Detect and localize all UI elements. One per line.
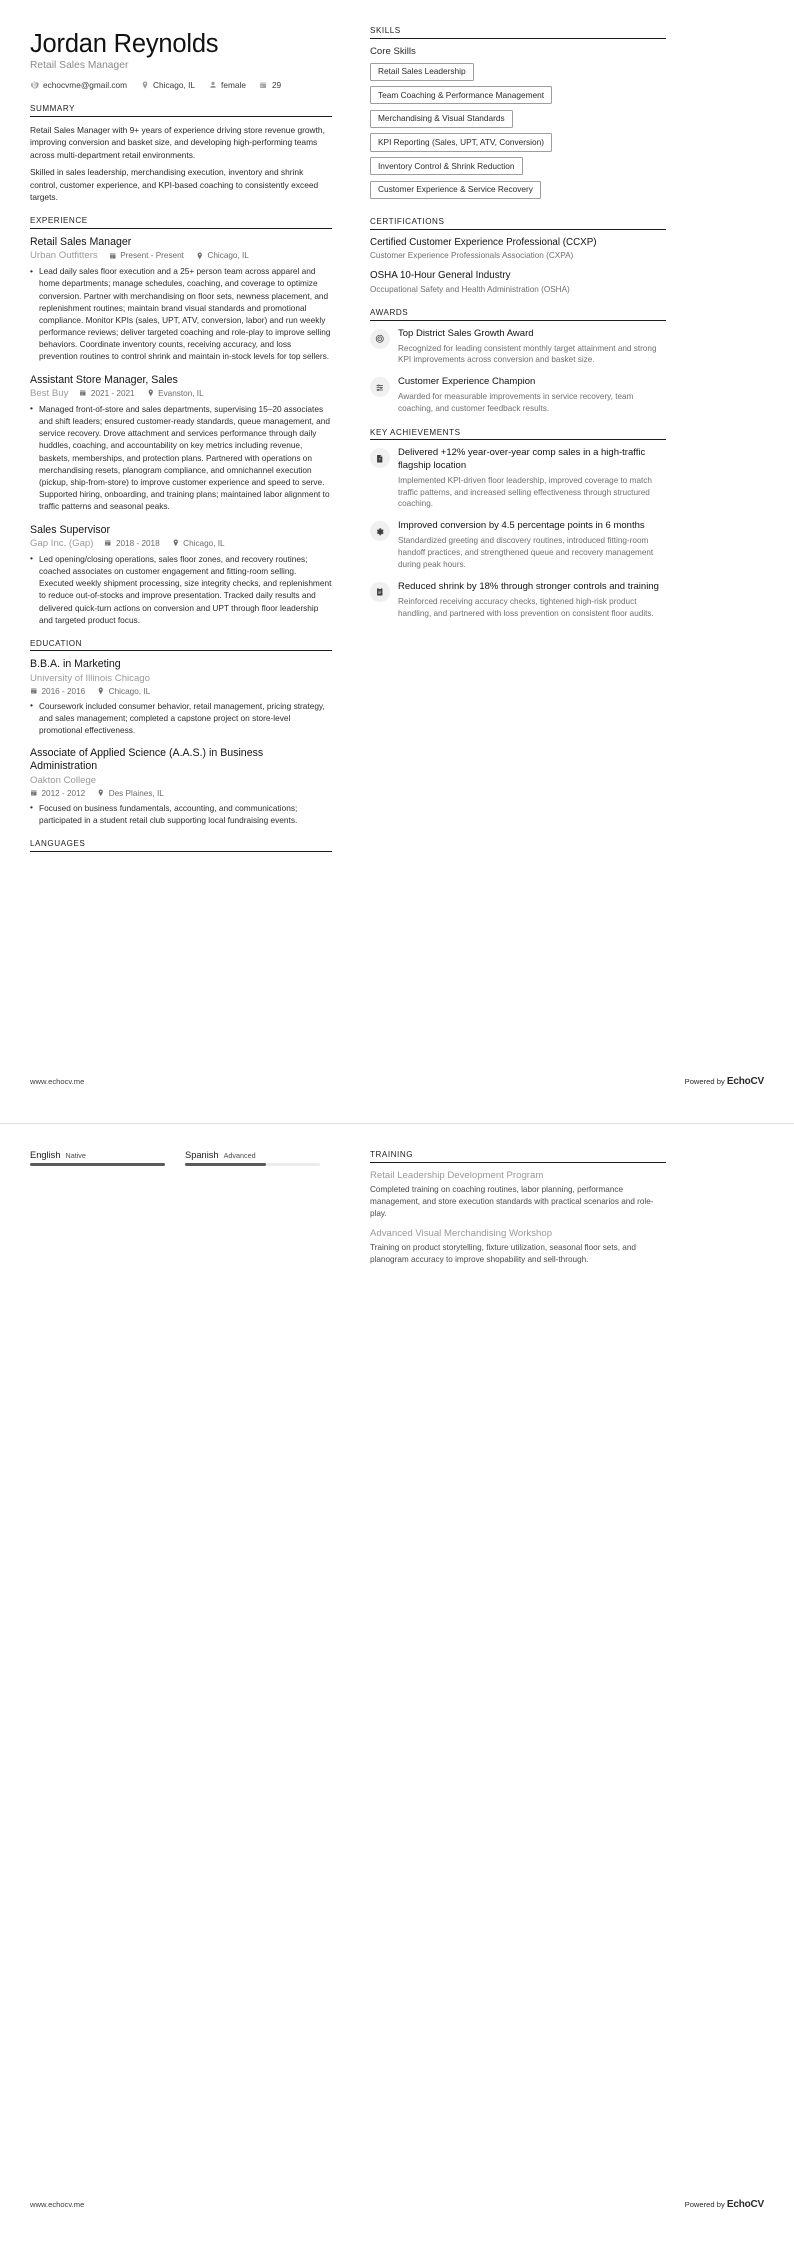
language-item <box>185 1150 320 1166</box>
education-location-value: Chicago, IL <box>108 686 151 696</box>
training-description: Completed training on coaching routines, labor planning, performance management, and store execution standards with practical scenarios and role-play. <box>370 1184 654 1218</box>
training-item <box>370 1170 666 1220</box>
achievement-title: Improved conversion by 4.5 percentage points in 6 months <box>398 520 645 532</box>
page-footer <box>30 1076 764 1087</box>
left-column-page2 <box>30 1150 348 2246</box>
education-school: Oakton College <box>30 774 97 786</box>
education-location <box>97 687 150 696</box>
summary-paragraph: Skilled in sales leadership, merchandising execution, inventory and shrink control, customer experience, and KPI-based coaching to consistently exceed targets. <box>30 167 319 202</box>
location-icon <box>172 539 180 547</box>
education-location-value: Des Plaines, IL <box>108 788 164 798</box>
section-title-summary: SUMMARY <box>30 104 332 117</box>
footer-brand <box>685 2199 764 2210</box>
education-entry <box>30 747 332 826</box>
calendar-icon <box>30 789 38 797</box>
achievement-item <box>370 520 666 571</box>
footer-powered-by: Powered by <box>684 2200 727 2209</box>
target-icon <box>370 329 390 349</box>
experience-location <box>172 539 225 548</box>
achievement-description: Reinforced receiving accuracy checks, tightened high-risk product handling, and partnered with loss prevention on consistent floor audits. <box>398 596 654 618</box>
calendar-icon <box>109 252 117 260</box>
section-skills <box>370 26 666 204</box>
certification-issuer: Customer Experience Professionals Association (CXPA) <box>370 251 574 261</box>
contact-gender <box>208 80 246 90</box>
experience-location <box>147 389 204 398</box>
footer-powered-by: Powered by <box>684 1077 727 1086</box>
education-meta <box>30 789 332 798</box>
experience-entry <box>30 374 332 513</box>
certification-item <box>370 270 666 295</box>
education-bullet-list <box>30 700 332 737</box>
section-title-experience: EXPERIENCE <box>30 216 332 229</box>
person-icon <box>208 81 217 90</box>
skill-chip: Customer Experience & Service Recovery <box>370 181 541 199</box>
education-degree: B.B.A. in Marketing <box>30 658 121 671</box>
training-name: Advanced Visual Merchandising Workshop <box>370 1227 553 1239</box>
skills-chip-list <box>370 63 666 205</box>
language-name: English <box>30 1150 61 1160</box>
section-languages <box>30 839 332 852</box>
resume-page-2 <box>0 1123 794 2246</box>
experience-meta <box>30 538 332 549</box>
footer-website[interactable]: www.echocv.me <box>30 1077 85 1086</box>
right-column <box>348 26 666 1123</box>
section-title-awards: AWARDS <box>370 308 666 321</box>
footer-brand <box>685 1076 764 1087</box>
experience-location <box>196 251 249 260</box>
contact-gender-value: female <box>221 80 246 91</box>
section-awards <box>370 308 666 415</box>
education-dates-value: 2016 - 2016 <box>41 686 86 696</box>
achievement-title: Delivered +12% year-over-year comp sales in a high-traffic flagship location <box>398 447 646 471</box>
language-progress-bar <box>30 1163 165 1166</box>
contact-age <box>259 80 281 90</box>
experience-entry <box>30 524 332 626</box>
education-bullet: • Coursework included consumer behavior, retail management, pricing strategy, and sales management; completed a capstone project on store-level promotional effectiveness. <box>30 700 332 737</box>
experience-dates <box>109 251 184 260</box>
experience-job-title: Sales Supervisor <box>30 523 111 536</box>
experience-job-title: Retail Sales Manager <box>30 235 132 248</box>
contact-location <box>140 80 195 90</box>
award-description: Awarded for measurable improvements in service recovery, team coaching, and customer feedback results. <box>398 392 634 414</box>
contact-row <box>30 80 332 90</box>
language-level: Native <box>65 1151 86 1160</box>
skills-group-label: Core Skills <box>370 45 416 57</box>
experience-company: Urban Outfitters <box>30 250 98 262</box>
location-icon <box>196 252 204 260</box>
page-footer <box>30 2199 764 2210</box>
experience-dates-value: Present - Present <box>120 251 184 261</box>
language-level: Advanced <box>223 1151 256 1160</box>
calendar-icon <box>259 81 268 90</box>
skill-chip: KPI Reporting (Sales, UPT, ATV, Conversion) <box>370 133 552 151</box>
skill-chip: Inventory Control & Shrink Reduction <box>370 157 523 175</box>
section-title-key-achievements: KEY ACHIEVEMENTS <box>370 428 666 441</box>
training-name: Retail Leadership Development Program <box>370 1169 544 1181</box>
award-title: Top District Sales Growth Award <box>398 327 534 339</box>
language-progress-fill <box>30 1163 165 1166</box>
section-summary <box>30 104 332 203</box>
achievement-item <box>370 581 666 620</box>
experience-meta <box>30 388 332 399</box>
location-icon <box>97 789 105 797</box>
calendar-icon <box>30 687 38 695</box>
education-dates <box>30 687 85 696</box>
experience-location-value: Evanston, IL <box>158 388 204 398</box>
certification-issuer: Occupational Safety and Health Administration (OSHA) <box>370 284 570 294</box>
header-subtitle: Retail Sales Manager <box>30 60 129 72</box>
experience-location-value: Chicago, IL <box>207 251 249 261</box>
experience-location-value: Chicago, IL <box>183 538 225 548</box>
education-dates <box>30 789 85 798</box>
experience-bullet: • Lead daily sales floor execution and a 25+ person team across apparel and home departments; manage schedules, coaching, and coverage to optimize conversion. Partner with merchandising on floor sets, newness placement, and replenishment routines; maintain brand visual standards and promotional compliance. Monitor KPIs (sales, UPT, ATV, conversion, labor) and run weekly performance reviews; deliver targeted coaching and role-play to improve selling behaviors. Coordinate inventory counts, receiving accuracy, and loss prevention routines to control shrink and maintain in-stock levels for top sellers. <box>30 265 332 363</box>
footer-website[interactable]: www.echocv.me <box>30 2200 85 2209</box>
training-item <box>370 1228 666 1266</box>
location-icon <box>140 81 149 90</box>
award-title: Customer Experience Champion <box>398 376 536 388</box>
experience-bullet: • Managed front-of-store and sales departments, supervising 15–20 associates and shift leaders; ensured customer-ready standards, queue management, and service recovery. Drove attachment and services performance through daily huddles, coaching, and accountability on key metrics including revenue, baskets, memberships, and protection plans. Partnered with operations on merchandising resets, planogram compliance, and omnichannel execution (pickup, ship-from-store) to improve customer experience and speed to serve. Supported hiring, onboarding, and training plans; maintained labor alignment to traffic patterns and seasonal peaks. <box>30 403 332 513</box>
skill-chip: Retail Sales Leadership <box>370 63 474 81</box>
achievement-description: Standardized greeting and discovery routines, introduced fitting-room handoff practices, and strengthened queue and recovery management during peak hours. <box>398 536 654 569</box>
location-icon <box>147 389 155 397</box>
calendar-icon <box>79 389 87 397</box>
experience-dates-value: 2018 - 2018 <box>115 538 160 548</box>
section-title-education: EDUCATION <box>30 639 332 652</box>
achievement-item <box>370 447 666 510</box>
skill-chip: Merchandising & Visual Standards <box>370 110 513 128</box>
section-education <box>30 639 332 826</box>
education-bullet: • Focused on business fundamentals, accounting, and communications; participated in a student retail club supporting local fundraising events. <box>30 802 332 826</box>
certification-name: Certified Customer Experience Professional (CCXP) <box>370 236 597 248</box>
contact-email-value: echocvme@gmail.com <box>43 80 128 91</box>
language-item <box>30 1150 165 1166</box>
experience-dates-value: 2021 - 2021 <box>90 388 135 398</box>
contact-age-value: 29 <box>271 80 282 91</box>
section-experience <box>30 216 332 626</box>
location-icon <box>97 687 105 695</box>
experience-meta <box>30 250 332 261</box>
language-list <box>30 1150 332 1166</box>
sliders-icon <box>370 377 390 397</box>
right-column-page2 <box>348 1150 666 2246</box>
training-description: Training on product storytelling, fixture utilization, seasonal floor sets, and planogram accuracy to improve shopability and sell-through. <box>370 1243 636 1264</box>
education-location <box>97 789 164 798</box>
education-entry <box>30 658 332 736</box>
document-icon <box>370 448 390 468</box>
contact-location-value: Chicago, IL <box>153 80 196 91</box>
section-title-languages: LANGUAGES <box>30 839 332 852</box>
education-bullet-list <box>30 802 332 826</box>
contact-email[interactable] <box>30 80 127 90</box>
summary-paragraph: Retail Sales Manager with 9+ years of experience driving store revenue growth, improving conversion and basket size, and developing high-performing teams across multi-department retail environments. <box>30 124 325 160</box>
education-school: University of Illinois Chicago <box>30 672 150 684</box>
certification-item <box>370 237 666 262</box>
education-dates-value: 2012 - 2012 <box>41 788 86 798</box>
skill-chip: Team Coaching & Performance Management <box>370 86 552 104</box>
section-title-skills: SKILLS <box>370 26 666 39</box>
experience-company: Gap Inc. (Gap) <box>30 537 94 549</box>
clipboard-icon <box>370 582 390 602</box>
experience-entry <box>30 236 332 363</box>
award-description: Recognized for leading consistent monthly target attainment and strong KPI improvements across conversion and basket size. <box>398 343 657 365</box>
language-progress-bar <box>185 1163 320 1166</box>
language-name: Spanish <box>185 1150 219 1160</box>
experience-job-title: Assistant Store Manager, Sales <box>30 373 178 386</box>
section-key-achievements <box>370 428 666 620</box>
award-item <box>370 376 666 415</box>
section-title-training: TRAINING <box>370 1150 666 1163</box>
gear-icon <box>370 521 390 541</box>
calendar-icon <box>104 539 112 547</box>
page-title: Jordan Reynolds <box>30 30 219 58</box>
section-training <box>370 1150 666 1266</box>
experience-bullet-list <box>30 553 332 626</box>
award-item <box>370 328 666 367</box>
section-title-certifications: CERTIFICATIONS <box>370 217 666 230</box>
resume-header <box>30 30 332 90</box>
language-progress-fill <box>185 1163 266 1166</box>
section-certifications <box>370 217 666 295</box>
certification-name: OSHA 10-Hour General Industry <box>370 269 511 281</box>
footer-brand-name: EchoCV <box>726 1076 764 1087</box>
achievement-description: Implemented KPI-driven floor leadership, improved coverage to match traffic patterns, and increased selling effectiveness through structured coaching. <box>398 475 652 509</box>
left-column <box>30 26 348 1123</box>
experience-company: Best Buy <box>30 387 69 399</box>
achievement-title: Reduced shrink by 18% through stronger controls and training <box>398 580 659 592</box>
experience-bullet: • Led opening/closing operations, sales floor zones, and recovery routines; coached associates on customer engagement and fitting-room selling. Executed weekly shipment processing, size integrity checks, and replenishment to reduce out-of-stocks and improve presentation. Tracked daily results and delivered quick-turn actions on conversion and UPT through floor leadership and targeted product focus. <box>30 553 332 626</box>
experience-bullet-list <box>30 265 332 363</box>
education-degree: Associate of Applied Science (A.A.S.) in Business Administration <box>30 747 264 773</box>
experience-bullet-list <box>30 403 332 513</box>
email-icon <box>30 81 39 90</box>
footer-brand-name: EchoCV <box>726 2199 764 2210</box>
experience-dates <box>104 539 159 548</box>
education-meta <box>30 687 332 696</box>
experience-dates <box>79 389 134 398</box>
